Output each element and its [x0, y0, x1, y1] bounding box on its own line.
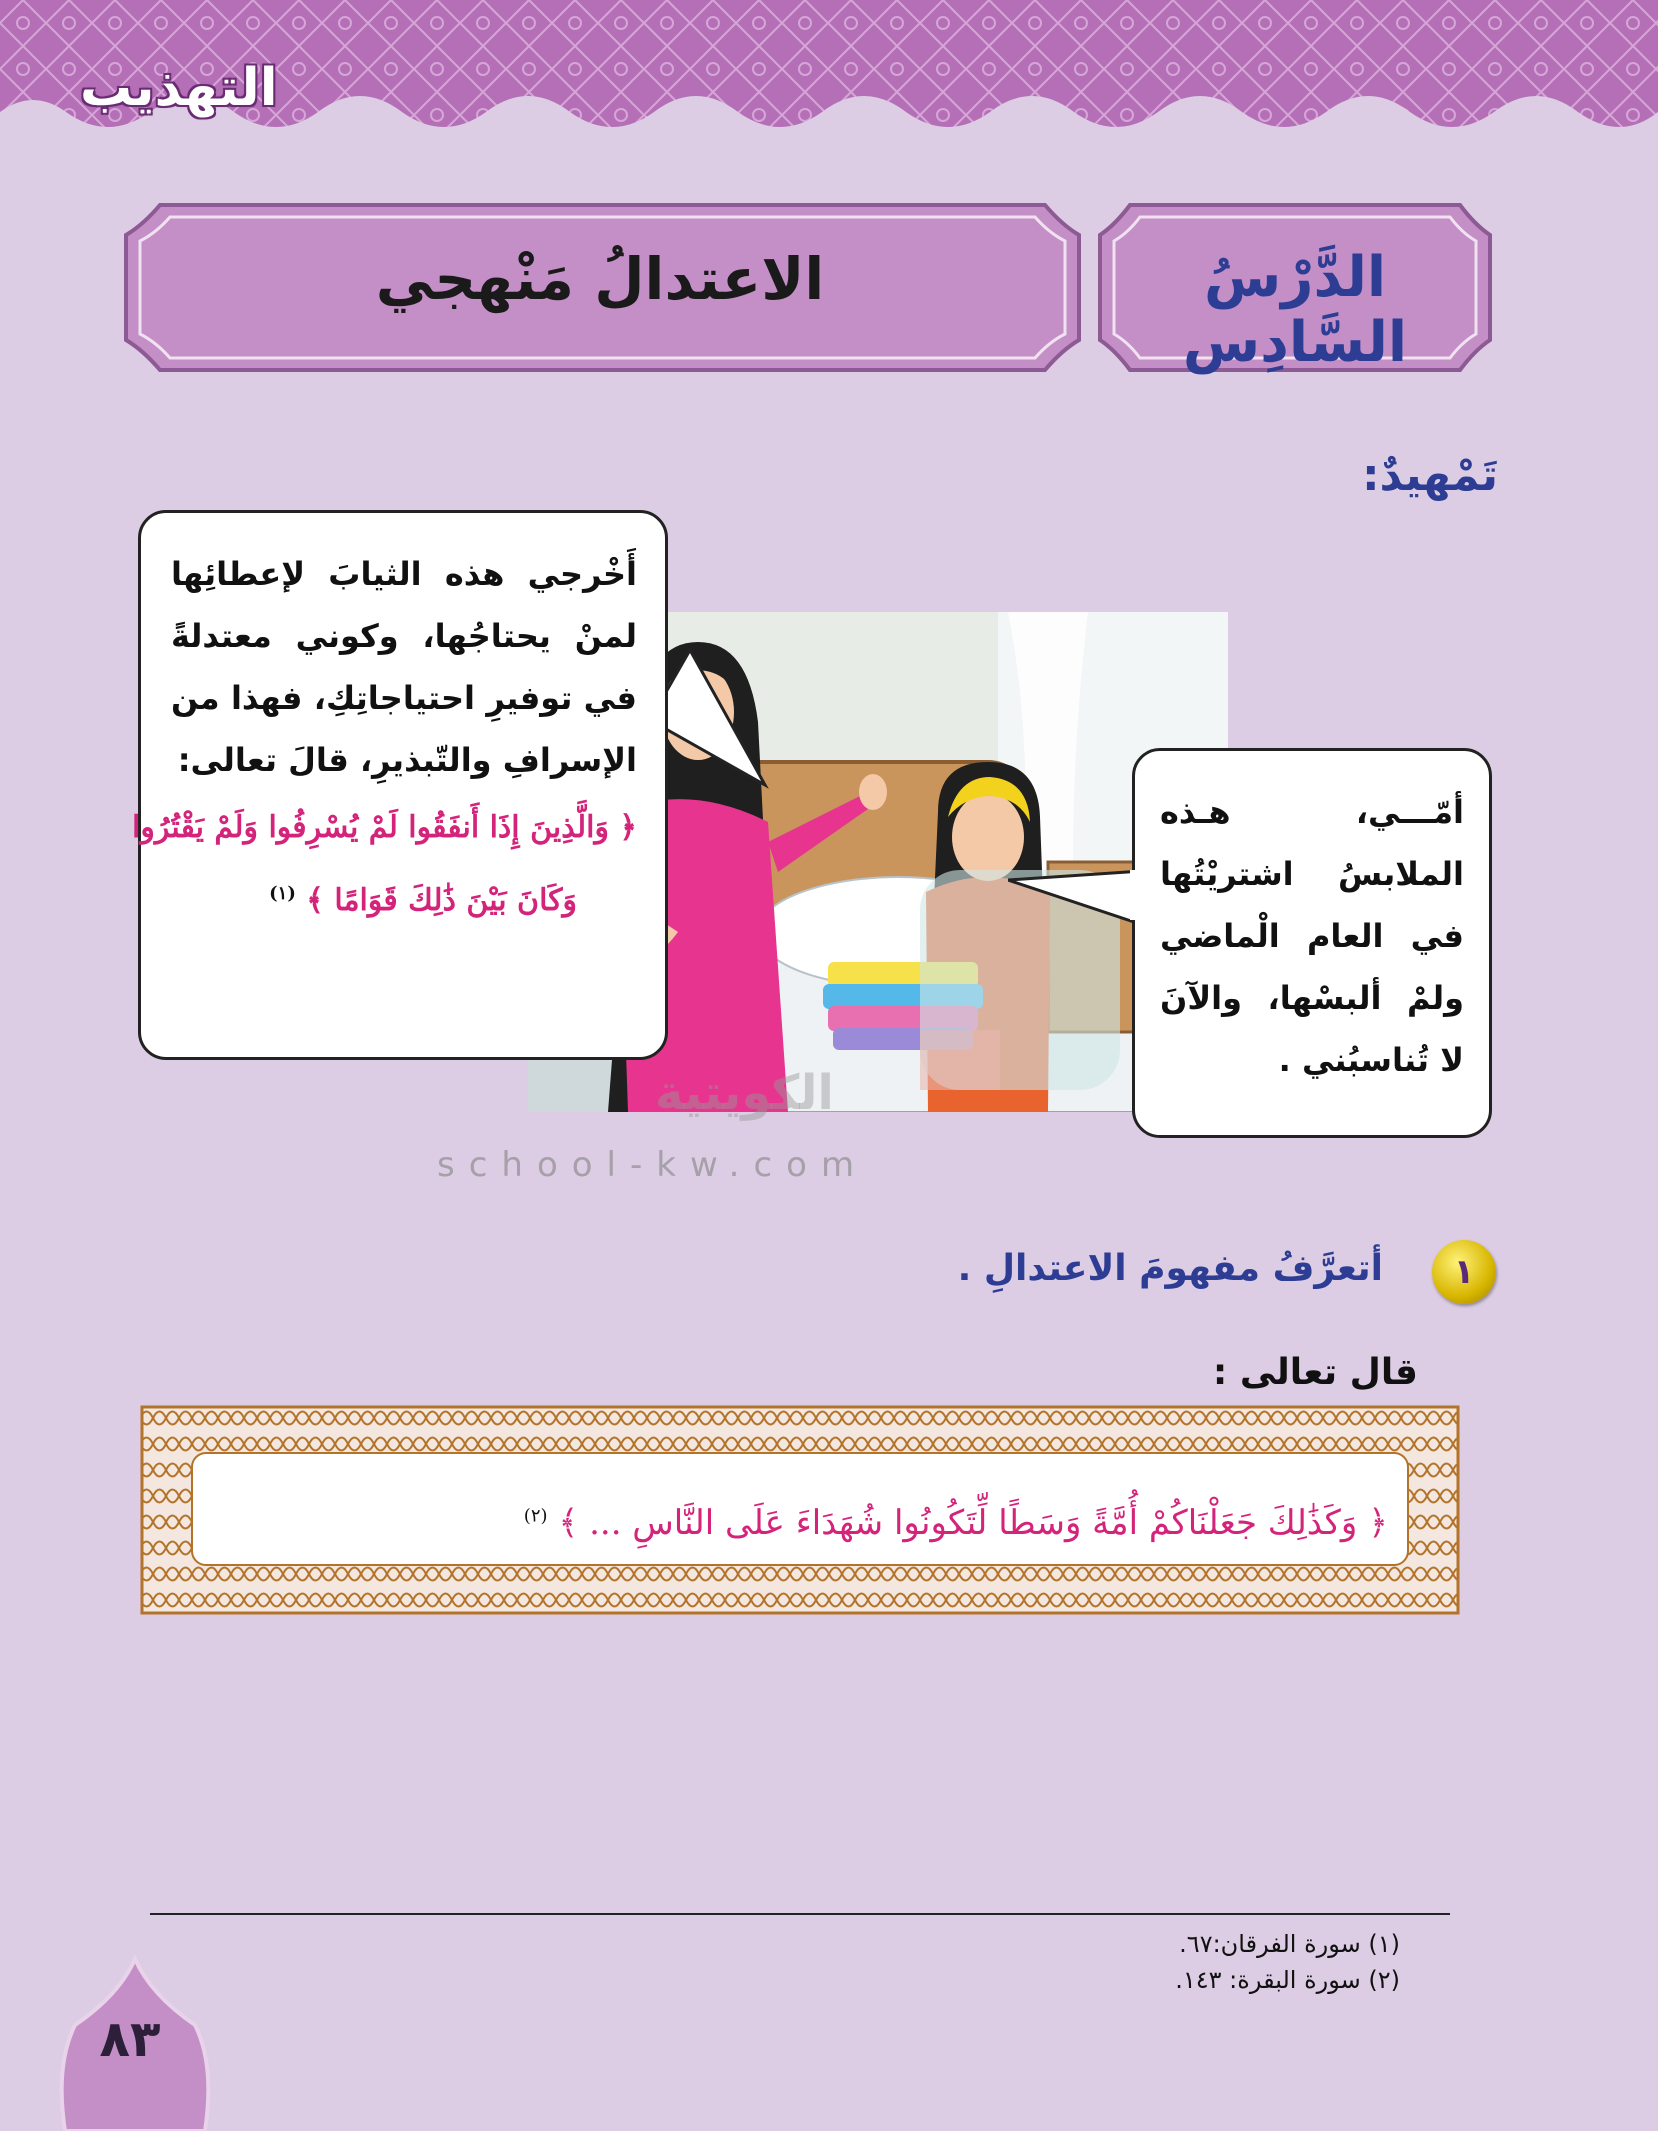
footnote-mark-2: (٢) — [523, 1505, 548, 1527]
footnote-1: (١) سورة الفرقان:٦٧. — [1179, 1930, 1400, 1958]
watermark-text-arabic: الكويتية — [655, 1065, 834, 1121]
verse-2-text: ﴿ وَكَذَٰلِكَ جَعَلْنَاكُمْ أُمَّةً وَسَطًا لِّتَكُونُوا شُهَدَاءَ عَلَى النَّاسِ ... ﴾ — [558, 1503, 1388, 1543]
mother-verse-line-2: وَكَانَ بَيْنَ ذَٰلِكَ قَوَامًا ﴾ — [306, 883, 577, 918]
mother-verse-line-1: ﴿ وَالَّذِينَ إِذَا أَنفَقُوا لَمْ يُسْرِفُوا وَلَمْ يَقْتُرُوا — [132, 810, 637, 845]
girl-speech-text: أمّـــي، هـذه الملابسُ اشتريْتُها في العام الْماضي ولمْ ألبسْها، والآنَ لا تُناسبُني . — [1160, 793, 1464, 1079]
subject-title: التهذيب — [80, 58, 278, 118]
page-number: ٨٣ — [99, 2010, 161, 2068]
footnote-mark-1: (١) — [269, 883, 296, 904]
lesson-title: الاعتدالُ مَنْهجي — [375, 245, 825, 313]
mother-speech-text: أَخْرجي هذه الثيابَ لإعطائِها لمنْ يحتاجُها، وكوني معتدلةً في توفيرِ احتياجاتِكِ، فهذا من الإسرافِ والتّبذيرِ، قالَ تعالى: — [171, 555, 637, 779]
mother-speech-bubble — [132, 510, 668, 1060]
verse-2 — [524, 1502, 1388, 1543]
intro-label: تَمْهيدٌ: — [1361, 450, 1498, 501]
lesson-number: الدَّرْسُ السَّادِس — [1182, 245, 1408, 375]
objective-text: أتعرَّفُ مفهومَ الاعتدالِ . — [957, 1248, 1383, 1289]
objective-number-badge: ١ — [1432, 1240, 1496, 1304]
mother-bubble-tail — [650, 640, 770, 800]
girl-speech-bubble — [1132, 748, 1492, 1138]
footnote-2: (٢) سورة البقرة: ١٤٣. — [1175, 1966, 1400, 1994]
footnote-divider — [150, 1913, 1450, 1915]
said-label: قال تعالى : — [1212, 1352, 1418, 1393]
watermark-text-url: school-kw.com — [437, 1145, 869, 1185]
